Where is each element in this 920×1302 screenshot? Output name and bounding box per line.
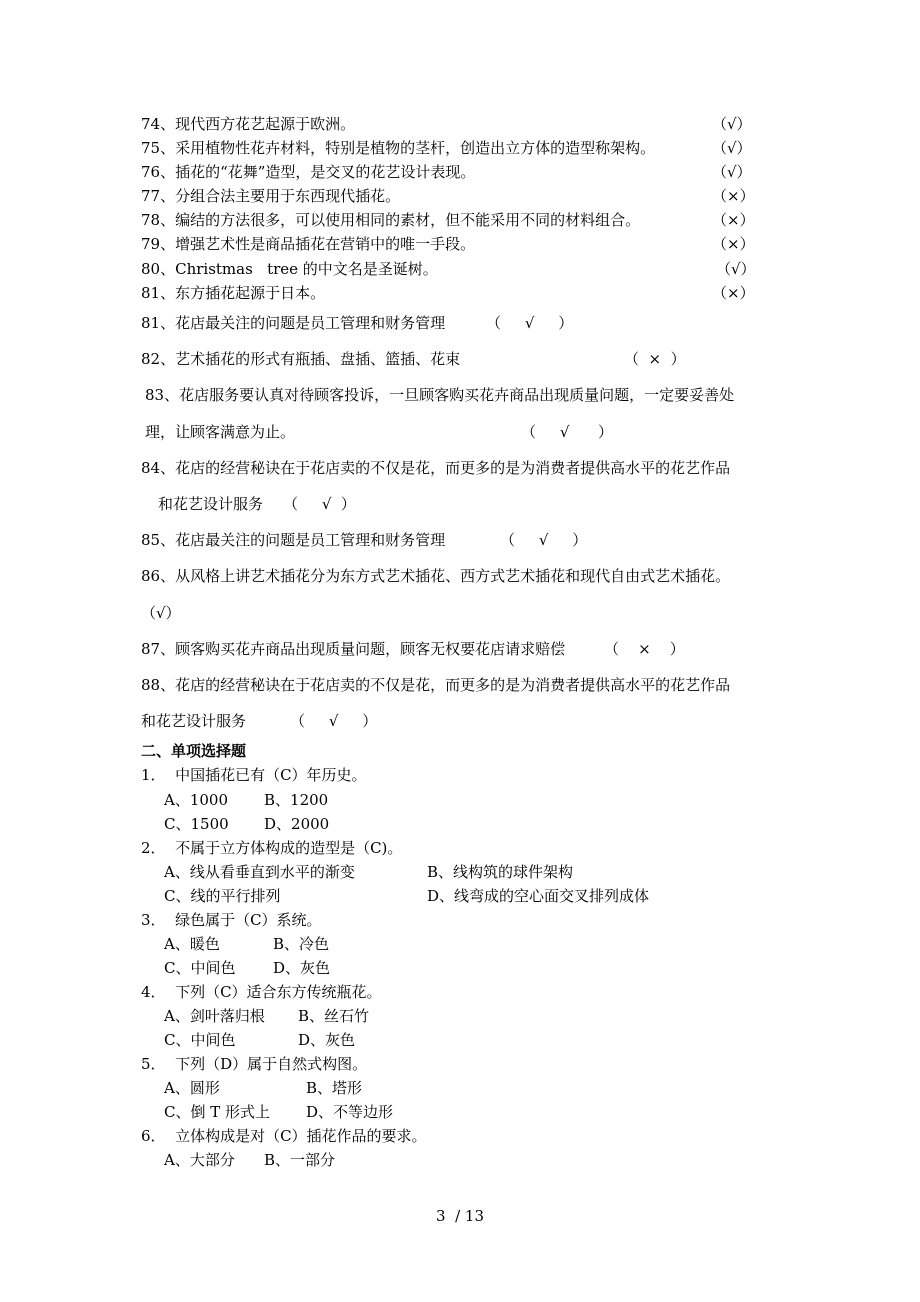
mc-q4-option-b: B、丝石竹 [298, 1007, 370, 1025]
answer-mark-85: （ √ ） [500, 531, 588, 549]
mc-q3-option-b: B、冷色 [273, 935, 330, 953]
answer-mark-80: （√） [716, 260, 756, 278]
mc-q6-option-a: A、大部分 [164, 1151, 235, 1169]
question-75: 75、采用植物性花卉材料，特别是植物的茎杆，创造出立方体的造型称架构。 [141, 139, 656, 157]
question-74: 74、现代西方花艺起源于欧洲。 [141, 115, 356, 133]
mc-q2-option-a: A、线从看垂直到水平的渐变 [164, 863, 355, 881]
mc-q6-option-b: B、一部分 [264, 1151, 336, 1169]
mc-q1-option-b: B、1200 [264, 791, 329, 809]
mc-q4-option-a: A、剑叶落归根 [164, 1007, 265, 1025]
mc-q6-stem: 6． 立体构成是对（C）插花作品的要求。 [141, 1127, 427, 1145]
mc-q5-stem: 5． 下列（D）属于自然式构图。 [141, 1055, 368, 1073]
question-80: 80、Christmas tree 的中文名是圣诞树。 [141, 260, 438, 278]
mc-q3-stem: 3． 绿色属于（C）系统。 [141, 911, 322, 929]
mc-q4-option-d: D、灰色 [298, 1031, 356, 1049]
mc-q2-stem: 2． 不属于立方体构成的造型是（C)。 [141, 839, 403, 857]
question-82: 82、艺术插花的形式有瓶插、盘插、篮插、花束 [141, 350, 461, 368]
question-78: 78、编结的方法很多，可以使用相同的素材，但不能采用不同的材料组合。 [141, 211, 641, 229]
mc-q1-option-c: C、1500 [164, 815, 229, 833]
question-81a: 81、东方插花起源于日本。 [141, 284, 326, 302]
mc-q3-option-a: A、暖色 [164, 935, 220, 953]
question-79: 79、增强艺术性是商品插花在营销中的唯一手段。 [141, 235, 476, 253]
answer-mark-79: （×） [712, 235, 755, 253]
mc-q5-option-d: D、不等边形 [306, 1103, 394, 1121]
page-number: 3 / 13 [436, 1207, 484, 1225]
question-77: 77、分组合法主要用于东西现代插花。 [141, 187, 401, 205]
question-83-line1: 83、花店服务要认真对待顾客投诉，一旦顾客购买花卉商品出现质量问题，一定要妥善处 [145, 386, 735, 404]
mc-q1-stem: 1． 中国插花已有（C）年历史。 [141, 766, 367, 784]
question-84-line1: 84、花店的经营秘诀在于花店卖的不仅是花，而更多的是为消费者提供高水平的花艺作品 [141, 459, 731, 477]
mc-q5-option-b: B、塔形 [306, 1079, 363, 1097]
mc-q4-stem: 4． 下列（C）适合东方传统瓶花。 [141, 983, 382, 1001]
question-86-line1: 86、从风格上讲艺术插花分为东方式艺术插花、西方式艺术插花和现代自由式艺术插花。 [141, 567, 731, 585]
question-76: 76、插花的“花舞”造型，是交叉的花艺设计表现。 [141, 163, 476, 181]
question-83-line2: 理，让顾客满意为止。 [145, 423, 296, 441]
answer-mark-82: （ × ） [624, 350, 686, 368]
answer-mark-87: （ × ） [604, 640, 685, 658]
question-81b: 81、花店最关注的问题是员工管理和财务管理 [141, 314, 446, 332]
answer-mark-88: （ √ ） [290, 712, 378, 730]
question-88-line2: 和花艺设计服务 [141, 712, 247, 730]
question-88-line1: 88、花店的经营秘诀在于花店卖的不仅是花，而更多的是为消费者提供高水平的花艺作品 [141, 676, 731, 694]
mc-q2-option-b: B、线构筑的球件架构 [427, 863, 574, 881]
answer-mark-78: （×） [712, 211, 755, 229]
mc-q2-option-d: D、线弯成的空心面交叉排列成体 [427, 887, 650, 905]
mc-q3-option-d: D、灰色 [273, 959, 331, 977]
answer-mark-74: （√） [712, 115, 752, 133]
section-title: 二、单项选择题 [141, 742, 247, 760]
mc-q2-option-c: C、线的平行排列 [164, 887, 281, 905]
mc-q3-option-c: C、中间色 [164, 959, 236, 977]
answer-mark-81a: （×） [712, 284, 755, 302]
answer-mark-81b: （ √ ） [486, 314, 574, 332]
mc-q5-option-a: A、圆形 [164, 1079, 220, 1097]
answer-mark-75: （√） [712, 139, 752, 157]
answer-mark-77: （×） [712, 187, 755, 205]
answer-mark-76: （√） [712, 163, 752, 181]
mc-q4-option-c: C、中间色 [164, 1031, 236, 1049]
answer-mark-83: （ √ ） [521, 423, 614, 441]
question-87: 87、顾客购买花卉商品出现质量问题，顾客无权要花店请求赔偿 [141, 640, 566, 658]
mc-q1-option-a: A、1000 [164, 791, 229, 809]
question-84-line2: 和花艺设计服务 [158, 495, 264, 513]
mc-q1-option-d: D、2000 [264, 815, 330, 833]
question-85: 85、花店最关注的问题是员工管理和财务管理 [141, 531, 446, 549]
answer-mark-86: （√） [141, 604, 181, 622]
answer-mark-84: （ √ ） [283, 495, 356, 513]
mc-q5-option-c: C、倒 T 形式上 [164, 1103, 271, 1121]
